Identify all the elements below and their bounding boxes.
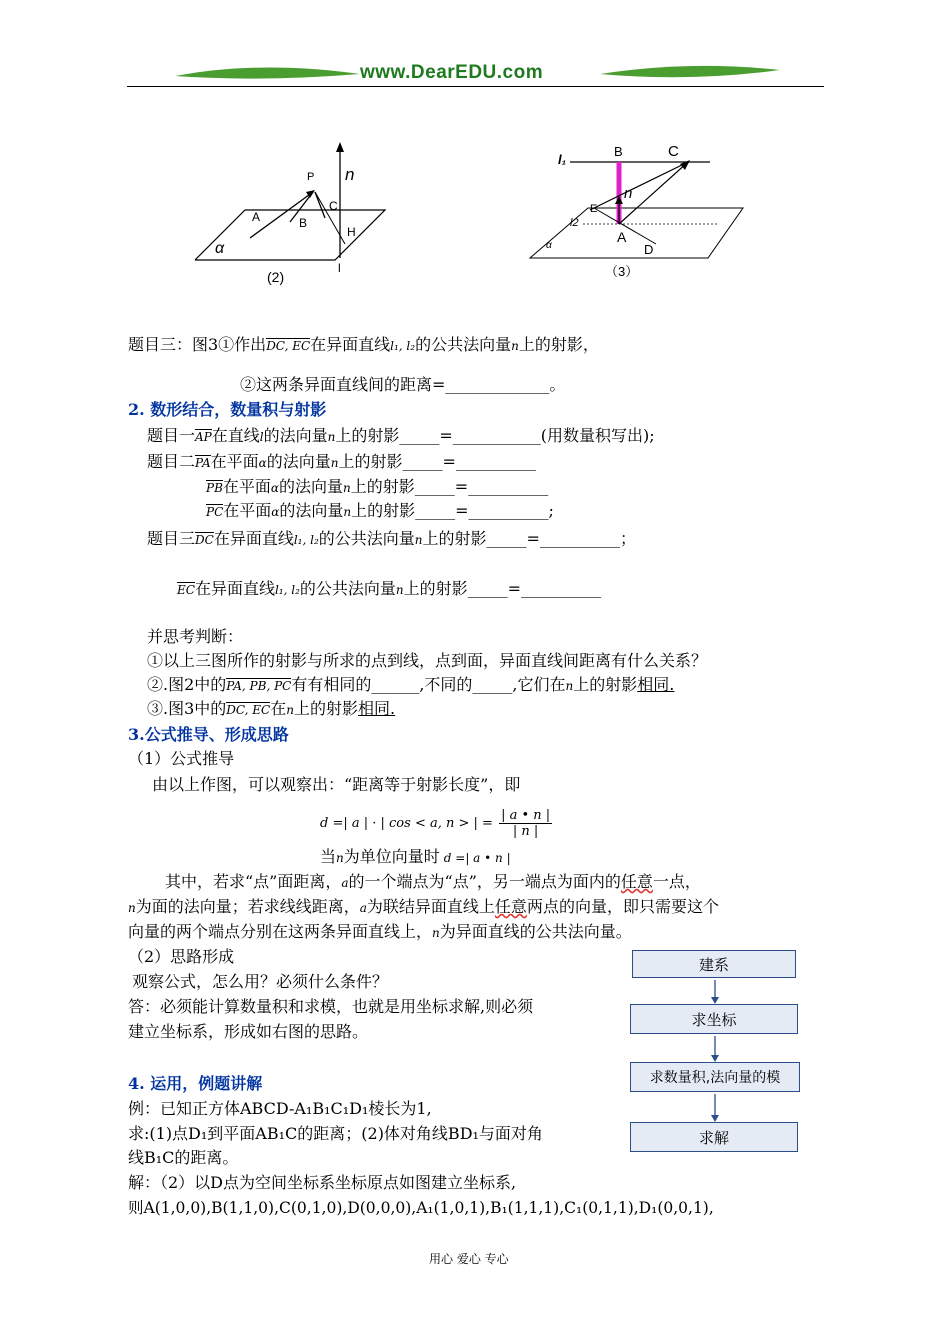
think-q1: ①以上三图所作的射影与所求的点到线，点到面，异面直线间距离有什么关系？ — [147, 651, 708, 670]
s3-observation: 由以上作图，可以观察出：“距离等于射影长度”，即 — [152, 775, 521, 794]
label-n: n — [624, 185, 633, 202]
figure-3 — [528, 140, 768, 290]
label-a: A — [617, 229, 627, 245]
s3-answer-2: 建立坐标系，形成如右图的思路。 — [128, 1022, 369, 1041]
s2-line-1: 题目一AP在直线l的法向量n上的射影_____=___________(用数量积写出); — [147, 426, 655, 445]
solution-line-2: 则A(1,0,0),B(1,1,0),C(0,1,0),D(0,0,0),A₁(1,0,1),B₁(1,1,1),C₁(0,1,1),D₁(0,0,1), — [128, 1199, 714, 1217]
vector-ec — [590, 162, 688, 210]
label-n: n — [345, 165, 355, 184]
flow-step-1: 建系 — [632, 950, 796, 978]
formula-1: d =| a | · | cos < a, n > | = $\frac{| a • n |}{| n |}$ — [320, 808, 551, 839]
s2-line-2: 题目二PA在平面α的法向量n上的射影_____=__________ — [147, 452, 536, 471]
label-l2: l2 — [570, 217, 579, 229]
flow-step-4: 求解 — [630, 1122, 798, 1152]
q3-line-2: ②这两条异面直线间的距离=_____________。 — [240, 375, 566, 394]
q3-line-1: 题目三：图3①作出DC, EC在异面直线l₁, l₂的公共法向量n上的射影， — [128, 335, 599, 354]
label-e: E — [590, 203, 598, 215]
label-h: H — [347, 225, 356, 239]
figure-2 — [195, 140, 395, 290]
arrow-down-icon — [711, 1115, 719, 1122]
label-alpha: α — [215, 240, 225, 257]
s2-line-3: PB在平面α的法向量n上的射影_____=__________ — [206, 477, 549, 496]
think-title: 并思考判断： — [147, 627, 244, 646]
label-p: P — [307, 171, 315, 183]
arrow-down-icon — [711, 1055, 719, 1062]
s2-line-5: 题目三DC在异面直线l₁, l₂的公共法向量n上的射影_____=__________； — [147, 529, 636, 548]
figure-3-caption: （3） — [605, 264, 639, 279]
section-2-title: 2. 数形结合，数量积与射影 — [128, 400, 327, 419]
section-4-title: 4. 运用，例题讲解 — [128, 1074, 263, 1093]
s3-para-line-3: 向量的两个端点分别在这两条异面直线上，n为异面直线的公共法向量。 — [128, 922, 632, 941]
arrow-down-icon — [711, 997, 719, 1004]
s3-answer-1: 答：必须能计算数量积和求模，也就是用坐标求解,则必须 — [128, 997, 534, 1016]
s3-sub-2: （2）思路形成 — [128, 947, 235, 966]
think-q3: ③.图3中的DC, EC在n上的射影相同. — [147, 699, 396, 718]
vector-pc — [315, 192, 325, 218]
formula-2: 当n为单位向量时 d =| a • n | — [320, 847, 511, 866]
label-b: B — [299, 216, 308, 230]
s3-question: 观察公式，怎么用？必须什么条件？ — [132, 972, 389, 991]
page-footer: 用心 爱心 专心 — [429, 1252, 509, 1266]
s3-sub-1: （1）公式推导 — [128, 749, 235, 768]
label-alpha: α — [546, 240, 552, 251]
site-logo-text: www.DearEDU.com — [360, 62, 544, 83]
flow-step-3: 求数量积,法向量的模 — [630, 1062, 800, 1092]
s3-para-line-2: n为面的法向量；若求线线距离，a为联结异面直线上任意两点的向量，即只需要这个 — [128, 897, 719, 916]
s2-line-6: EC在异面直线l₁, l₂的公共法向量n上的射影_____=__________ — [177, 579, 602, 598]
section-3-title: 3.公式推导、形成思路 — [128, 725, 289, 744]
label-d: D — [644, 242, 654, 257]
label-l1: l₁ — [558, 152, 567, 167]
example-line-3: 线B₁C的距离。 — [128, 1148, 239, 1167]
flow-step-2: 求坐标 — [630, 1004, 798, 1034]
think-q2: ②.图2中的PA, PB, PC有有相同的______,不同的_____,它们在n上的射影相同. — [147, 675, 675, 694]
flow-arrows — [708, 978, 722, 1126]
figure-2-caption: (2) — [267, 269, 285, 285]
label-a: A — [252, 210, 261, 224]
label-c: C — [668, 143, 679, 160]
s3-para-line-1: 其中，若求“点”面距离，a的一个端点为“点”，另一端点为面内的任意一点， — [165, 872, 701, 891]
label-c: C — [329, 199, 338, 213]
s2-line-4: PC在平面α的法向量n上的射影_____=__________; — [206, 501, 554, 520]
label-l: l — [338, 261, 341, 275]
header-rule — [127, 86, 824, 87]
solution-line-1: 解：（2）以D点为空间坐标系坐标原点如图建立坐标系, — [128, 1173, 517, 1192]
example-line-1: 例：已知正方体ABCD-A₁B₁C₁D₁棱长为1, — [128, 1099, 432, 1118]
label-b: B — [614, 144, 623, 159]
arrow-head-icon — [336, 142, 344, 152]
example-line-2: 求:(1)点D₁到平面AB₁C的距离；(2)体对角线BD₁与面对角 — [128, 1124, 543, 1143]
